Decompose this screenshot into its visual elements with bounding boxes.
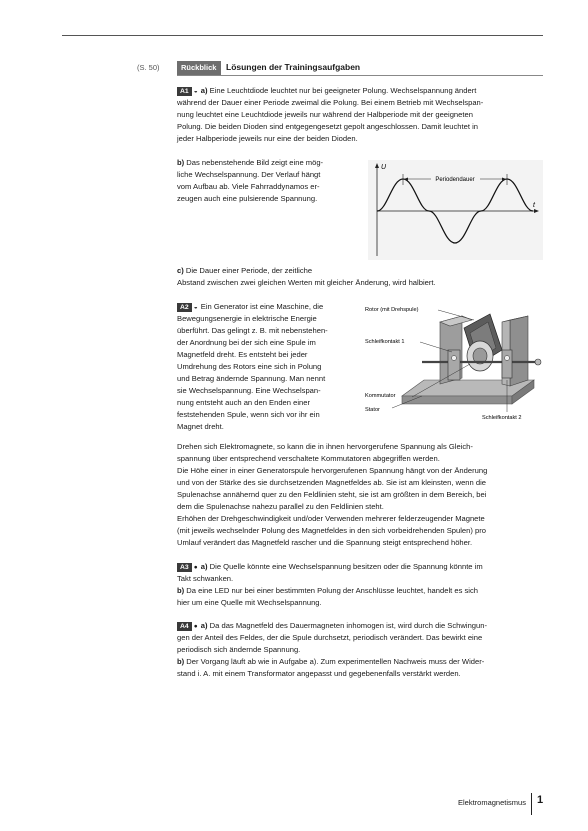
axle-end xyxy=(535,359,541,365)
a2-p2-line-2: spannung über entsprechend verschaltete Kommutatoren abgegriffen werden. xyxy=(177,454,440,463)
a3-badge: A3 xyxy=(177,563,192,572)
a2-line-3: überführt. Das gelingt z. B. mit nebenstehen- xyxy=(177,326,328,335)
label-stator: Stator xyxy=(365,407,380,413)
a2-p2-line-9: Umlauf verändert das Magnetfeld rascher und die Spannung steigt entsprechend höher. xyxy=(177,538,473,547)
a1-part-c-label: c) xyxy=(177,266,184,275)
page-number: 1 xyxy=(537,794,544,806)
a2-p2-line-6: dem die Spulenachse nahezu parallel zu den Feldlinien steht. xyxy=(177,502,384,511)
a3-b-line-2: hier um eine Quelle mit Wechselspannung. xyxy=(177,598,322,607)
level-full-icon: ● xyxy=(193,564,198,571)
a2-line-7: und Betrag ändernde Spannung. Man nennt xyxy=(177,374,326,383)
brush-screw-1 xyxy=(452,356,457,361)
a2-p2-line-1: Drehen sich Elektromagnete, so kann die in ihnen hervorgerufene Spannung als Gleich- xyxy=(177,442,473,451)
a2-p2-line-4: und von der Stärke des sie durchsetzenden Magnetfeldes ab. Sie ist am kleinsten, wenn die xyxy=(177,478,486,487)
a4-b-line-1 xyxy=(177,656,484,668)
a2-p2-line-3: Die Höhe einer in einer Generatorspule hervorgerufenen Spannung hängt von der Änderung xyxy=(177,466,488,475)
generator-figure xyxy=(362,300,543,422)
page-reference: (S. 50) xyxy=(137,63,160,72)
a2-line-8: sie Wechselspannung. Eine Wechselspan- xyxy=(177,386,321,395)
a1-b-line-1 xyxy=(177,157,323,169)
level-half-icon: ◒ xyxy=(193,88,198,95)
a2-line-2: Bewegungsenergie in elektrische Energie xyxy=(177,314,317,323)
a1-b-line-2: liche Wechselspannung. Der Verlauf hängt xyxy=(177,170,321,179)
section-title: Lösungen der Trainingsaufgaben xyxy=(226,62,361,72)
level-half-icon: ◒ xyxy=(193,304,198,311)
a2-line-4: der Anordnung bei der sich eine Spule im xyxy=(177,338,316,347)
a3-part-a-label: a) xyxy=(200,562,208,571)
a4-line-2: gen der Anteil des Feldes, der die Spule durchsetzt, periodisch verändert. Das bewirkt eine xyxy=(177,633,483,642)
a2-line-1 xyxy=(177,301,323,314)
a2-line-10: feststehenden Spule, wenn sich vor ihr ein xyxy=(177,410,320,419)
a1-line-4: Polung. Die beiden Dioden sind entgegengesetzt gepolt angeschlossen. Damit leuchtet in xyxy=(177,122,478,131)
magnet-right xyxy=(510,316,528,386)
a2-p2-line-7: Erhöhen der Drehgeschwindigkeit und/oder Verwenden mehrerer felderzeugender Magnete xyxy=(177,514,485,523)
a2-line-9: nung entsteht auch an den Enden einer xyxy=(177,398,310,407)
label-kommutator: Kommutator xyxy=(365,393,396,399)
x-axis-arrow xyxy=(534,209,539,213)
a1-badge: A1 xyxy=(177,87,192,96)
a1-line-3: nung leuchtet eine Leuchtdiode jeweils nur während der Halbperiode mit der geeigneten xyxy=(177,110,473,119)
a2-line-5: Magnetfeld dreht. Es entsteht bei jeder xyxy=(177,350,308,359)
x-axis-label: t xyxy=(533,202,535,209)
footer-rule xyxy=(531,793,532,815)
brush-screw-2 xyxy=(505,356,510,361)
footer-chapter-label: Elektromagnetismus xyxy=(458,798,526,807)
header-rule xyxy=(177,75,543,76)
label-schleifkontakt-1: Schleifkontakt 1 xyxy=(365,339,405,345)
a1-b-text: Das nebenstehende Bild zeigt eine mög- xyxy=(186,158,324,167)
level-full-icon: ● xyxy=(193,623,198,630)
a2-p2-line-8: (mit jeweils wechselnder Polung des Magnetfeldes in den sich vorbeidrehenden Spulen) pro xyxy=(177,526,486,535)
section-badge: Rückblick xyxy=(177,61,221,75)
generator-svg xyxy=(362,300,543,422)
a4-part-a-label: a) xyxy=(200,621,208,630)
a4-line-3: periodisch sich ändernde Spannung. xyxy=(177,645,301,654)
a3-line-1 xyxy=(177,561,483,574)
a1-text: Eine Leuchtdiode leuchtet nur bei geeigneter Polung. Wechselspannung ändert xyxy=(209,86,477,95)
a1-line-2: während der Dauer einer Periode zweimal die Polung. Bei einem Betrieb mit Wechselspan- xyxy=(177,98,484,107)
a1-line-5: jeder Halbperiode jeweils nur eine der beiden Dioden. xyxy=(177,134,358,143)
a4-b-text: Der Vorgang läuft ab wie in Aufgabe a). Zum experimentellen Nachweis muss der Wider- xyxy=(186,657,485,666)
a1-b-line-4: zeugen auch eine pulsierende Spannung. xyxy=(177,194,318,203)
a1-b-line-3: vom Aufbau ab. Viele Fahrraddynamos er- xyxy=(177,182,320,191)
a2-line-11: Magnet dreht. xyxy=(177,422,224,431)
label-rotor: Rotor (mit Drehspule) xyxy=(365,307,419,313)
a1-c-line-1 xyxy=(177,265,312,277)
a4-b-line-2: stand i. A. mit einem Transformator angepasst und gegebenenfalls verstärkt werden. xyxy=(177,669,461,678)
a3-b-line-1 xyxy=(177,585,478,597)
sine-wave-svg xyxy=(368,160,543,260)
a2-badge: A2 xyxy=(177,303,192,312)
a3-text: Die Quelle könnte eine Wechselspannung besitzen oder die Spannung könnte im xyxy=(209,562,483,571)
a4-part-b-label: b) xyxy=(177,657,185,666)
a1-part-b-label: b) xyxy=(177,158,185,167)
a4-line-1 xyxy=(177,620,487,633)
a1-c-text: Die Dauer einer Periode, der zeitliche xyxy=(185,266,313,275)
a1-c-line-2: Abstand zwischen zwei gleichen Werten mit gleicher Änderung, wird halbiert. xyxy=(177,278,436,287)
label-schleifkontakt-2: Schleifkontakt 2 xyxy=(482,415,522,421)
y-axis-label: U xyxy=(381,164,387,171)
brush-holder-2 xyxy=(502,350,512,378)
a1-part-a-label: a) xyxy=(200,86,208,95)
a3-b-text: Da eine LED nur bei einer bestimmten Polung der Anschlüsse leuchtet, handelt es sich xyxy=(186,586,478,595)
a3-part-b-label: b) xyxy=(177,586,185,595)
a2-line-6: Umdrehung des Rotors eine sich in Polung xyxy=(177,362,322,371)
a3-line-2: Takt schwanken. xyxy=(177,574,234,583)
a4-text: Da das Magnetfeld des Dauermagneten inhomogen ist, wird durch die Schwingun- xyxy=(209,621,487,630)
y-axis-arrow xyxy=(375,163,379,168)
top-rule xyxy=(62,35,543,36)
a1-line-1 xyxy=(177,85,476,98)
a2-text: Ein Generator ist eine Maschine, die xyxy=(200,302,324,311)
period-label: Periodendauer xyxy=(435,177,475,183)
sine-wave-figure xyxy=(368,160,543,260)
a2-p2-line-5: Spulenachse annähernd quer zu den Feldlinien steht, sie ist am größten in dem Bereich, bei xyxy=(177,490,487,499)
a4-badge: A4 xyxy=(177,622,192,631)
